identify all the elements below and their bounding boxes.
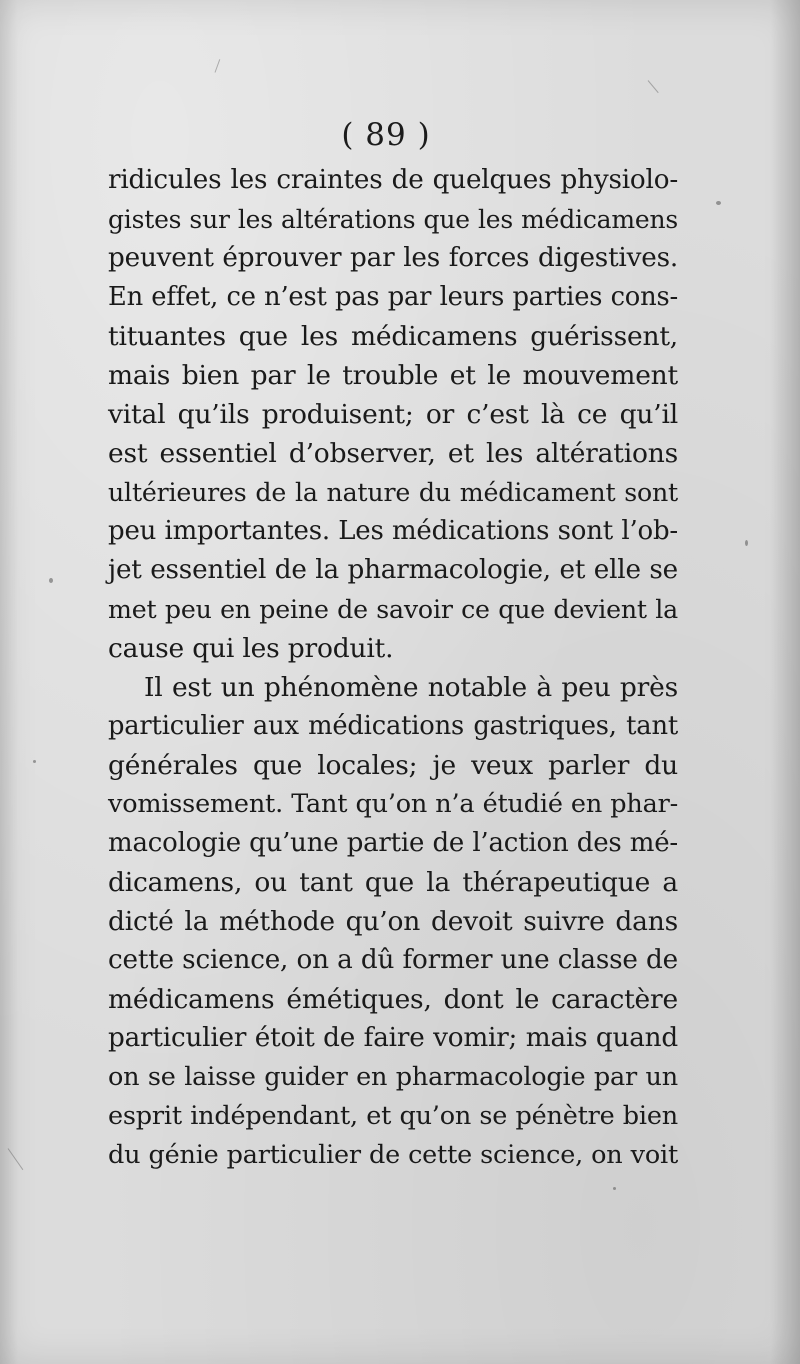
body-text: [108, 161, 678, 1175]
paper-scratch: [8, 1148, 24, 1170]
paper-speck: [745, 540, 748, 546]
text-line: vomissement. Tant qu’on n’a étudié en phar-: [108, 789, 678, 819]
text-line: macologie qu’une partie de l’action des mé-: [108, 828, 678, 858]
text-line: mais bien par le trouble et le mouvement: [108, 360, 678, 391]
text-line: dicté la méthode qu’on devoit suivre dans: [108, 906, 678, 937]
paper-speck: [33, 760, 36, 763]
text-line: cette science, on a dû former une classe de: [108, 945, 678, 975]
text-line: dicamens, ou tant que la thérapeutique a: [108, 867, 678, 898]
text-line: tituantes que les médicamens guérissent,: [108, 321, 678, 352]
text-line: esprit indépendant, et qu’on se pénètre bien: [108, 1101, 678, 1131]
page-number: ( 89 ): [341, 117, 431, 153]
paper-speck: [613, 1187, 616, 1190]
text-line: En effet, ce n’est pas par leurs parties cons-: [108, 282, 678, 312]
text-line: ultérieures de la nature du médicament sont: [108, 478, 678, 507]
paper-scratch: [215, 59, 221, 72]
text-line: gistes sur les altérations que les médicamens: [108, 205, 678, 234]
text-line: est essentiel d’observer, et les altérations: [108, 438, 678, 469]
text-line: vital qu’ils produisent; or c’est là ce qu’il: [108, 399, 678, 430]
text-line: on se laisse guider en pharmacologie par un: [108, 1062, 678, 1092]
text-line: jet essentiel de la pharmacologie, et elle se: [108, 555, 678, 585]
text-line: médicamens émétiques, dont le caractère: [108, 984, 678, 1015]
paper-speck: [716, 201, 721, 205]
text-line: peuvent éprouver par les forces digestives.: [108, 243, 678, 273]
text-line: peu importantes. Les médications sont l’ob-: [108, 516, 678, 546]
text-line: ridicules les craintes de quelques physiolo-: [108, 165, 678, 195]
text-line: générales que locales; je veux parler du: [108, 750, 678, 781]
text-line: particulier étoit de faire vomir; mais quand: [108, 1023, 678, 1053]
paper-speck: [49, 578, 53, 583]
text-line: du génie particulier de cette science, on voit: [108, 1140, 678, 1170]
paragraph-start-line: Il est un phénomène notable à peu près: [144, 672, 678, 703]
text-line: cause qui les produit.: [108, 633, 394, 664]
paper-scratch: [648, 80, 659, 93]
text-line: met peu en peine de savoir ce que devient la: [108, 595, 678, 624]
text-line: particulier aux médications gastriques, tant: [108, 711, 678, 741]
